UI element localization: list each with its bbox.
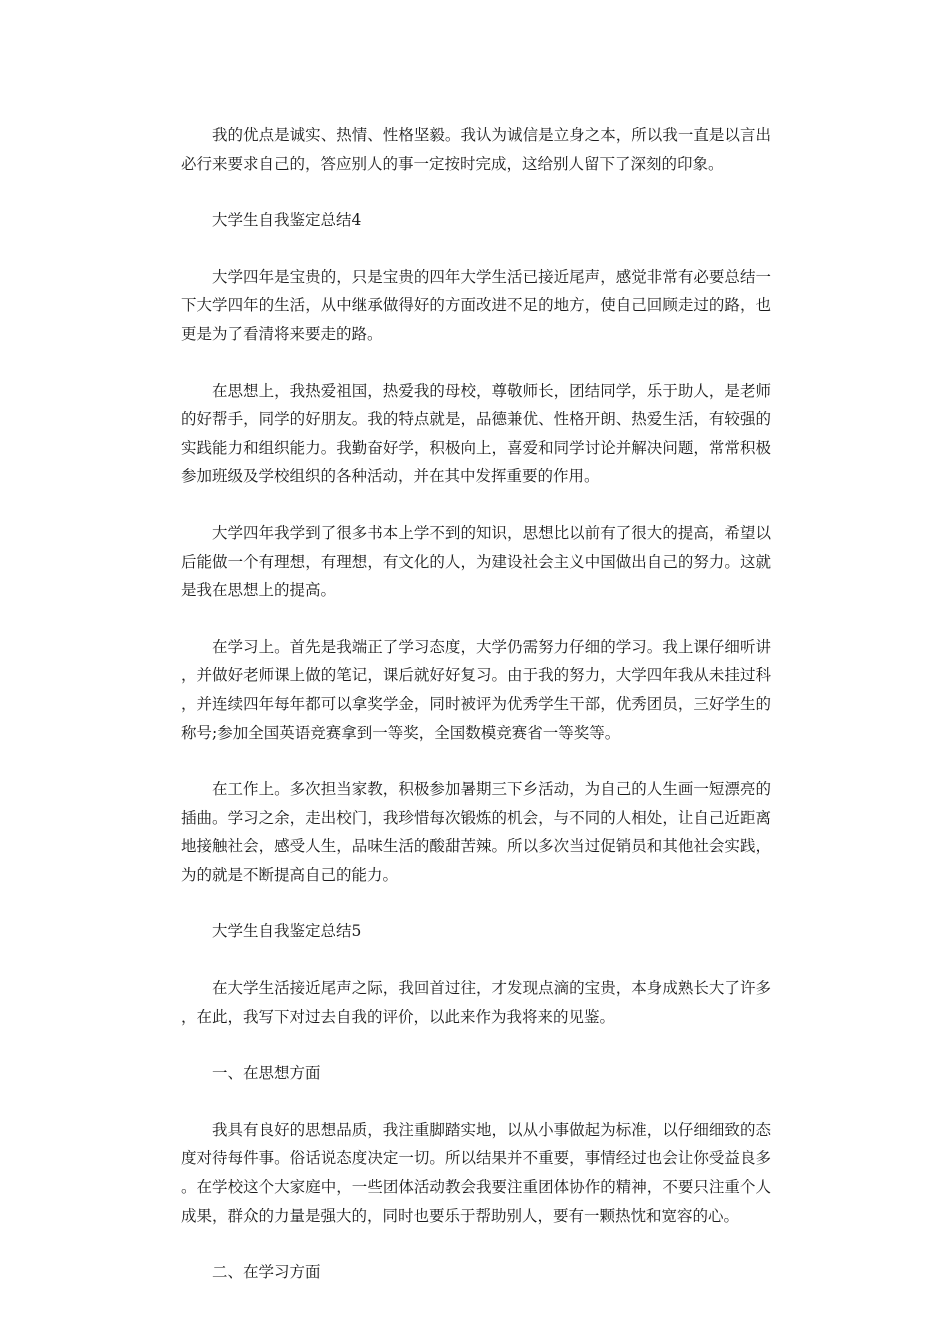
paragraph: 在学习上。首先是我端正了学习态度，大学仍需努力仔细的学习。我上课仔细听讲，并做好老师课上做的笔记，课后就好好复习。由于我的努力，大学四年我从未挂过科，并连续四年每年都可以拿奖学金，同时被评为优秀学生干部，优秀团员，三好学生的称号;参加全国英语竞赛拿到一等奖，全国数模竞赛省一等奖等。 (181, 637, 771, 742)
paragraph: 我具有良好的思想品质，我注重脚踏实地，以从小事做起为标准，以仔细细致的态度对待每件事。俗话说态度决定一切。所以结果并不重要，事情经过也会让你受益良多。在学校这个大家庭中，一些团体活动教会我要注重团体协作的精神，不要只注重个人成果，群众的力量是强大的，同时也要乐于帮助别人，要有一颗热忱和宽容的心。 (181, 1120, 771, 1225)
paragraph: 我的优点是诚实、热情、性格坚毅。我认为诚信是立身之本，所以我一直是以言出必行来要求自己的，答应别人的事一定按时完成，这给别人留下了深刻的印象。 (181, 126, 771, 173)
section-heading: 大学生自我鉴定总结5 (212, 922, 362, 941)
paragraph: 在大学生活接近尾声之际，我回首过往，才发现点滴的宝贵，本身成熟长大了许多，在此，我写下对过去自我的评价，以此来作为我将来的见鉴。 (181, 979, 771, 1026)
paragraph: 在工作上。多次担当家教，积极参加暑期三下乡活动，为自己的人生画一短漂亮的插曲。学习之余，走出校门，我珍惜每次锻炼的机会，与不同的人相处，让自己近距离地接触社会，感受人生，品味生活的酸甜苦辣。所以多次当过促销员和其他社会实践，为的就是不断提高自己的能力。 (181, 780, 771, 884)
subsection-heading: 二、在学习方面 (212, 1263, 321, 1282)
document-page (181, 121, 771, 1315)
paragraph: 大学四年是宝贵的，只是宝贵的四年大学生活已接近尾声，感觉非常有必要总结一下大学四年的生活，从中继承做得好的方面改进不足的地方，使自己回顾走过的路，也更是为了看清将来要走的路。 (181, 267, 771, 343)
paragraph: 在思想上，我热爱祖国，热爱我的母校，尊敬师长，团结同学，乐于助人，是老师的好帮手，同学的好朋友。我的特点就是，品德兼优、性格开朗、热爱生活，有较强的实践能力和组织能力。我勤奋好学，积极向上，喜爱和同学讨论并解决问题，常常积极参加班级及学校组织的各种活动，并在其中发挥重要的作用。 (181, 381, 771, 486)
paragraph: 大学四年我学到了很多书本上学不到的知识，思想比以前有了很大的提高，希望以后能做一个有理想，有理想，有文化的人，为建设社会主义中国做出自己的努力。这就是我在思想上的提高。 (181, 523, 771, 600)
subsection-heading: 一、在思想方面 (212, 1064, 321, 1083)
section-heading: 大学生自我鉴定总结4 (212, 211, 362, 230)
